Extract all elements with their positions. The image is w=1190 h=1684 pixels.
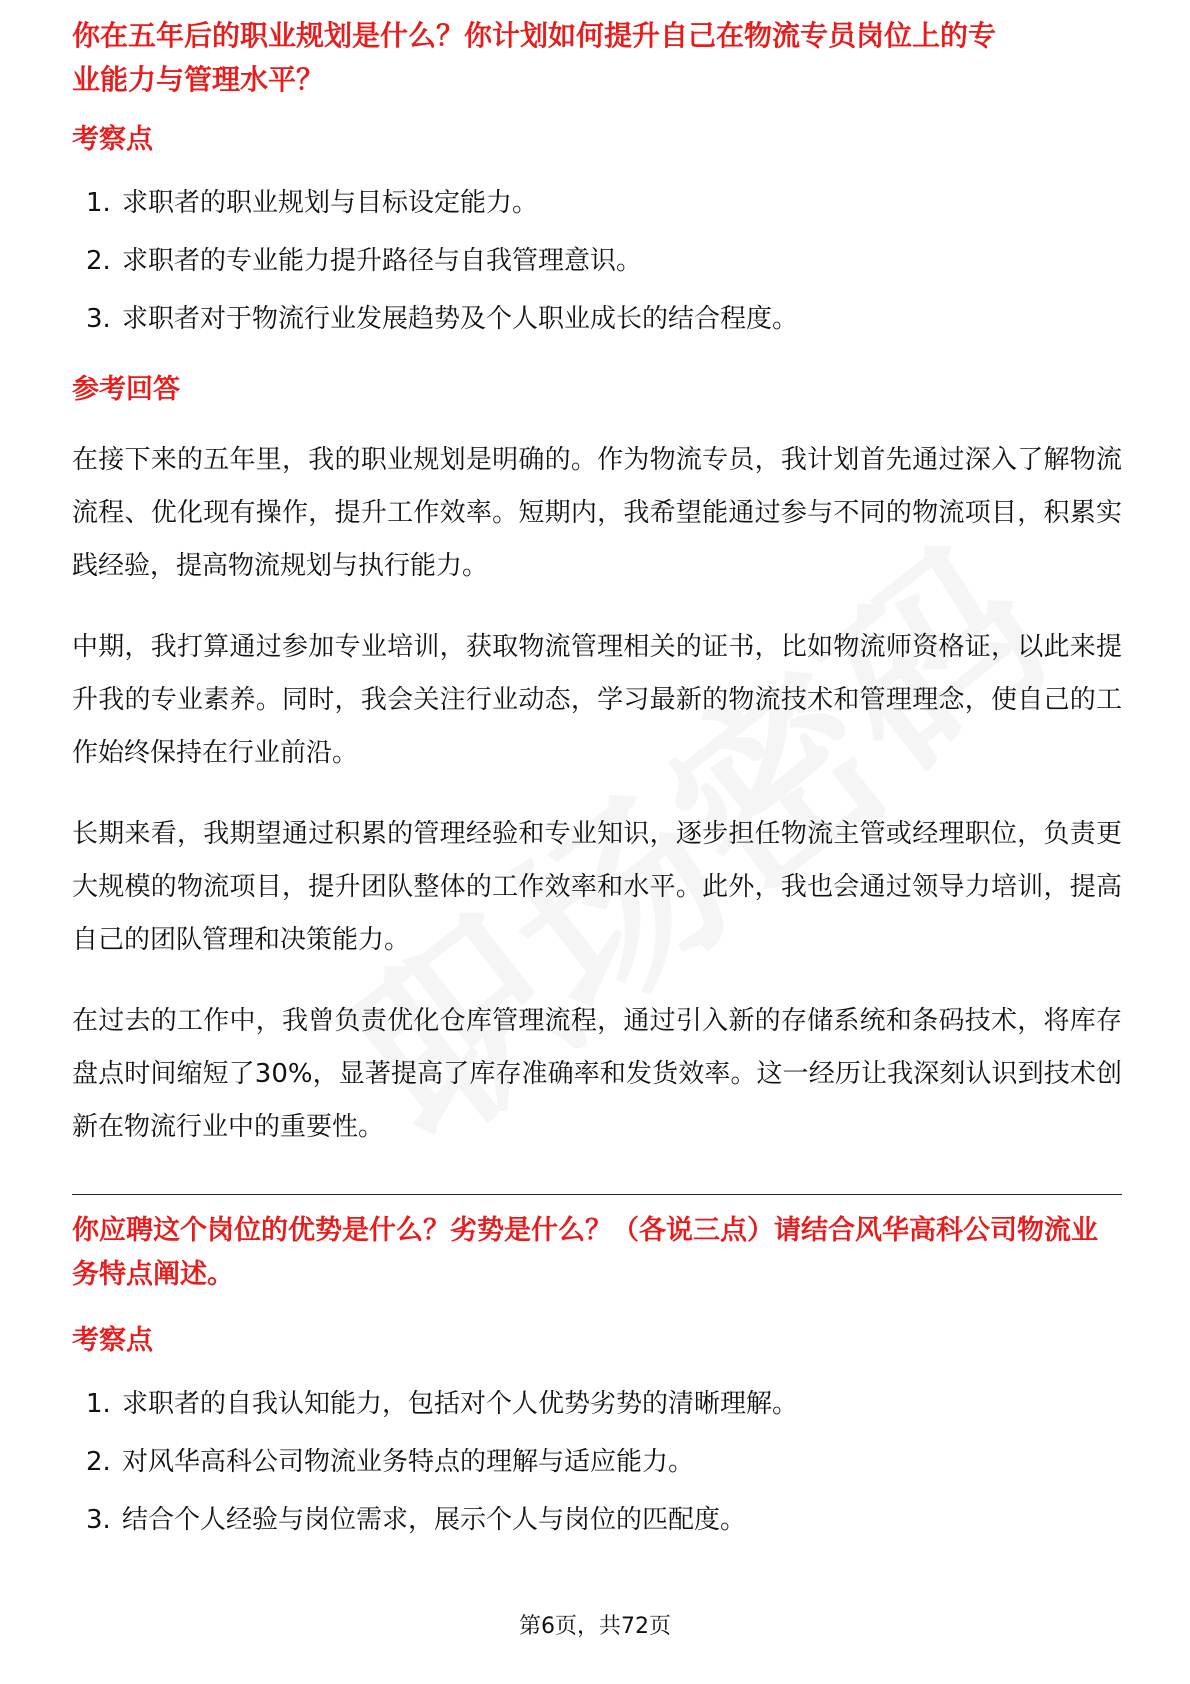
list-item-number: 2. bbox=[86, 1447, 111, 1477]
list-item-number: 2. bbox=[86, 246, 111, 276]
list-item-text: 求职者对于物流行业发展趋势及个人职业成长的结合程度。 bbox=[122, 304, 799, 334]
answer-paragraph: 中期，我打算通过参加专业培训，获取物流管理相关的证书，比如物流师资格证，以此来提升我的专业素养。同时，我会关注行业动态，学习最新的物流技术和管理理念，使自己的工作始终保持在行业前沿。 bbox=[72, 632, 1122, 768]
section-divider bbox=[72, 1194, 1122, 1195]
question-1-line-2: 业能力与管理水平？ bbox=[72, 63, 325, 96]
list-item bbox=[72, 232, 1122, 290]
list-item-number: 1. bbox=[86, 188, 111, 218]
list-item-number: 3. bbox=[86, 304, 111, 334]
list-item-text: 对风华高科公司物流业务特点的理解与适应能力。 bbox=[122, 1447, 695, 1477]
list-item-text: 求职者的职业规划与目标设定能力。 bbox=[122, 188, 539, 218]
list-item bbox=[72, 1491, 1122, 1549]
list-item bbox=[72, 1375, 1122, 1433]
answer-paragraph: 在过去的工作中，我曾负责优化仓库管理流程，通过引入新的存储系统和条码技术，将库存盘点时间缩短了30%，显著提高了库存准确率和发货效率。这一经历让我深刻认识到技术创新在物流行业中的重要性。 bbox=[72, 1006, 1122, 1142]
answer-paragraph: 长期来看，我期望通过积累的管理经验和专业知识，逐步担任物流主管或经理职位，负责更大规模的物流项目，提升团队整体的工作效率和水平。此外，我也会通过领导力培训，提高自己的团队管理和决策能力。 bbox=[72, 819, 1122, 955]
question-1-line-1: 你在五年后的职业规划是什么？你计划如何提升自己在物流专员岗位上的专 bbox=[72, 19, 997, 52]
question-2: 你应聘这个岗位的优势是什么？劣势是什么？（各说三点）请结合风华高科公司物流业务特点阐述。 bbox=[72, 1215, 1098, 1290]
list-item-number: 3. bbox=[86, 1505, 111, 1535]
section-1-answer-label: 参考回答 bbox=[72, 374, 180, 405]
list-item-text: 结合个人经验与岗位需求，展示个人与岗位的匹配度。 bbox=[122, 1505, 747, 1535]
list-item bbox=[72, 290, 1122, 348]
list-item-text: 求职者的专业能力提升路径与自我管理意识。 bbox=[122, 246, 643, 276]
list-item-text: 求职者的自我认知能力，包括对个人优势劣势的清晰理解。 bbox=[122, 1389, 799, 1419]
page-content bbox=[72, 19, 1122, 1549]
answer-paragraph: 在接下来的五年里，我的职业规划是明确的。作为物流专员，我计划首先通过深入了解物流流程、优化现有操作，提升工作效率。短期内，我希望能通过参与不同的物流项目，积累实践经验，提高物流规划与执行能力。 bbox=[72, 445, 1122, 581]
list-item-number: 1. bbox=[86, 1389, 111, 1419]
list-item bbox=[72, 174, 1122, 232]
section-2-points-list bbox=[72, 1375, 1122, 1549]
page-footer: 第6页，共72页 bbox=[519, 1614, 671, 1639]
section-1-points-list bbox=[72, 174, 1122, 348]
section-2-points-label: 考察点 bbox=[72, 1325, 153, 1356]
question-1 bbox=[72, 19, 1122, 96]
list-item bbox=[72, 1433, 1122, 1491]
section-1-points-label: 考察点 bbox=[72, 124, 153, 155]
